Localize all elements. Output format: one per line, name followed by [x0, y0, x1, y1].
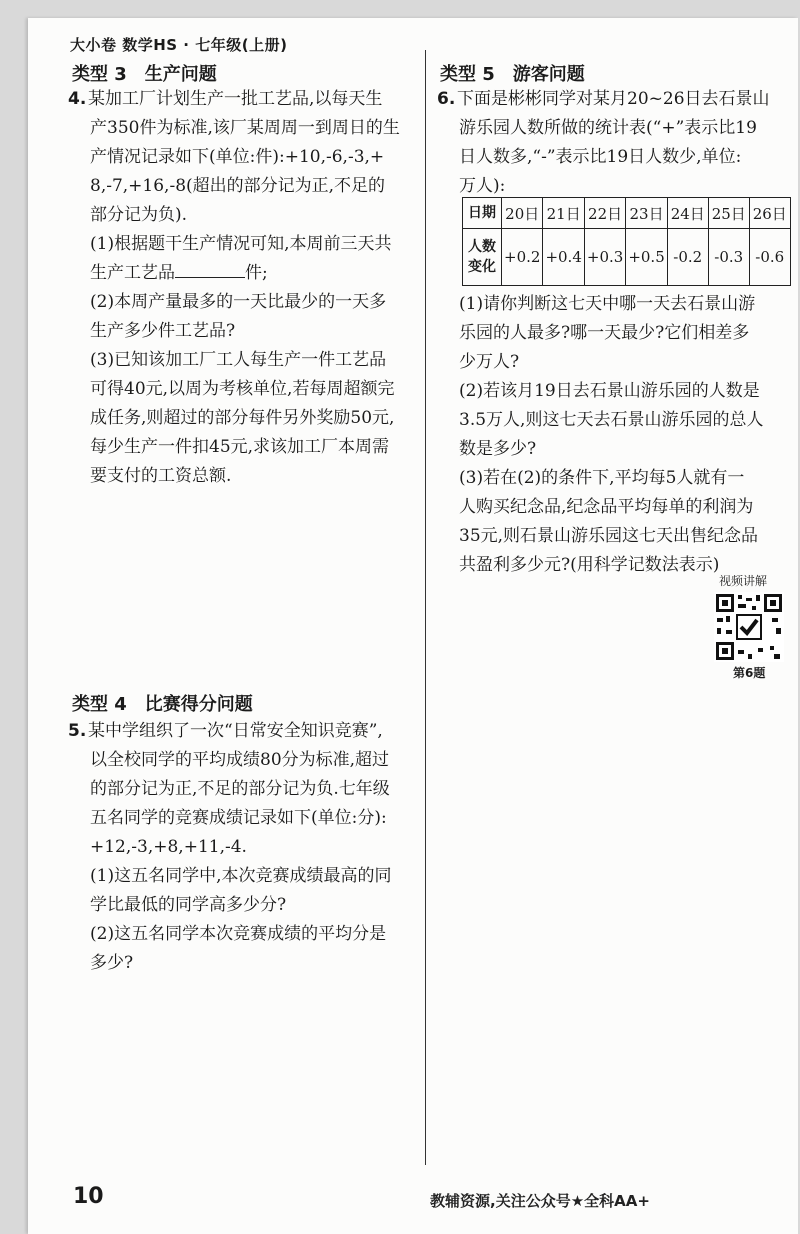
q4-line: 产350件为标准,该厂某周周一到周日的生	[90, 118, 400, 138]
table-cell-date: 20日	[502, 198, 543, 229]
table-cell-date: 26日	[749, 198, 790, 229]
q4-part3: (3)已知该加工厂工人每生产一件工艺品	[90, 350, 387, 370]
q4-line: 某加工厂计划生产一批工艺品,以每天生	[88, 89, 383, 109]
table-cell-date: 21日	[543, 198, 584, 229]
video-explanation-label: 视频讲解	[719, 574, 768, 588]
table-header-change	[463, 229, 502, 286]
q6-part3: 人购买纪念品,纪念品平均每单的利润为	[459, 497, 754, 517]
q4-part3: 每少生产一件扣45元,求该加工厂本周需	[90, 437, 390, 457]
column-divider	[425, 50, 426, 1165]
table-row-dates	[463, 198, 791, 229]
table-cell-change: +0.3	[584, 229, 625, 286]
q5-part2: (2)这五名同学本次竞赛成绩的平均分是	[90, 924, 387, 944]
q6-line: 万人):	[459, 176, 506, 196]
q6-part1: (1)请你判断这七天中哪一天去石景山游	[459, 294, 756, 314]
q4-part2: (2)本周产量最多的一天比最少的一天多	[90, 292, 387, 312]
q4-part3: 可得40元,以周为考核单位,若每周超额完	[90, 379, 395, 399]
question-5	[68, 717, 418, 978]
visitor-change-table	[462, 197, 791, 286]
section-title-type4: 类型 4 比赛得分问题	[72, 694, 253, 715]
q6-line: 下面是彬彬同学对某月20~26日去石景山	[457, 89, 770, 109]
question-number: 4.	[68, 89, 87, 109]
q5-line: 某中学组织了一次“日常安全知识竞赛”,	[88, 721, 383, 741]
q6-line: 日人数多,“-”表示比19日人数少,单位:	[459, 147, 742, 167]
q6-part2: 3.5万人,则这七天去石景山游乐园的总人	[459, 410, 764, 430]
q6-part3: (3)若在(2)的条件下,平均每5人就有一	[459, 468, 745, 488]
table-cell-date: 24日	[667, 198, 708, 229]
q5-line: 以全校同学的平均成绩80分为标准,超过	[90, 750, 390, 770]
q6-part3: 35元,则石景山游乐园这七天出售纪念品	[459, 526, 759, 546]
q6-part1: 少万人?	[459, 352, 520, 372]
table-row-changes	[463, 229, 791, 286]
q5-part2: 多少?	[90, 953, 134, 973]
q5-part1: (1)这五名同学中,本次竞赛成绩最高的同	[90, 866, 392, 886]
section-title-type5: 类型 5 游客问题	[440, 64, 585, 85]
q5-line: 五名同学的竞赛成绩记录如下(单位:分):	[90, 808, 387, 828]
table-header-change-line2: 变化	[468, 259, 496, 275]
qr-caption: 第6题	[733, 666, 766, 680]
answer-blank[interactable]	[175, 259, 245, 278]
q5-line: +12,-3,+8,+11,-4.	[90, 837, 247, 857]
question-number: 5.	[68, 721, 87, 741]
page-header: 大小卷 数学HS · 七年级(上册)	[70, 36, 288, 54]
table-header-change-line1: 人数	[468, 239, 496, 255]
question-number: 6.	[437, 89, 456, 109]
footer-note: 教辅资源,关注公众号★全科AA+	[430, 1192, 650, 1210]
q4-part1-prefix: 生产工艺品	[90, 263, 175, 283]
table-cell-change: -0.3	[708, 229, 749, 286]
q4-part1-suffix: 件;	[245, 263, 268, 283]
q4-part3: 要支付的工资总额.	[90, 466, 232, 486]
page-number: 10	[73, 1184, 104, 1209]
q6-part2: (2)若该月19日去石景山游乐园的人数是	[459, 381, 760, 401]
table-cell-change: +0.2	[502, 229, 543, 286]
table-header-date: 日期	[463, 198, 502, 229]
q5-part1: 学比最低的同学高多少分?	[90, 895, 287, 915]
q6-part3: 共盈利多少元?(用科学记数法表示)	[459, 555, 720, 575]
table-cell-change: -0.2	[667, 229, 708, 286]
section-title-type3: 类型 3 生产问题	[72, 64, 217, 85]
q4-part1: (1)根据题干生产情况可知,本周前三天共	[90, 234, 392, 254]
table-cell-date: 22日	[584, 198, 625, 229]
table-cell-date: 25日	[708, 198, 749, 229]
question-6-parts	[437, 290, 787, 580]
table-cell-date: 23日	[626, 198, 667, 229]
q5-line: 的部分记为正,不足的部分记为负.七年级	[90, 779, 390, 799]
question-6	[437, 85, 787, 201]
question-4	[68, 85, 418, 491]
table-cell-change: -0.6	[749, 229, 790, 286]
q4-line: 产情况记录如下(单位:件):+10,-6,-3,+	[90, 147, 385, 167]
q6-line: 游乐园人数所做的统计表(“+”表示比19	[459, 118, 757, 138]
q6-part1: 乐园的人最多?哪一天最少?它们相差多	[459, 323, 750, 343]
q4-line: 部分记为负).	[90, 205, 188, 225]
q4-line: 8,-7,+16,-8(超出的部分记为正,不足的	[90, 176, 386, 196]
q6-part2: 数是多少?	[459, 439, 537, 459]
q4-part3: 成任务,则超过的部分每件另外奖励50元,	[90, 408, 395, 428]
table-cell-change: +0.5	[626, 229, 667, 286]
qr-code-icon[interactable]	[714, 592, 784, 662]
q4-part2: 生产多少件工艺品?	[90, 321, 236, 341]
table-cell-change: +0.4	[543, 229, 584, 286]
